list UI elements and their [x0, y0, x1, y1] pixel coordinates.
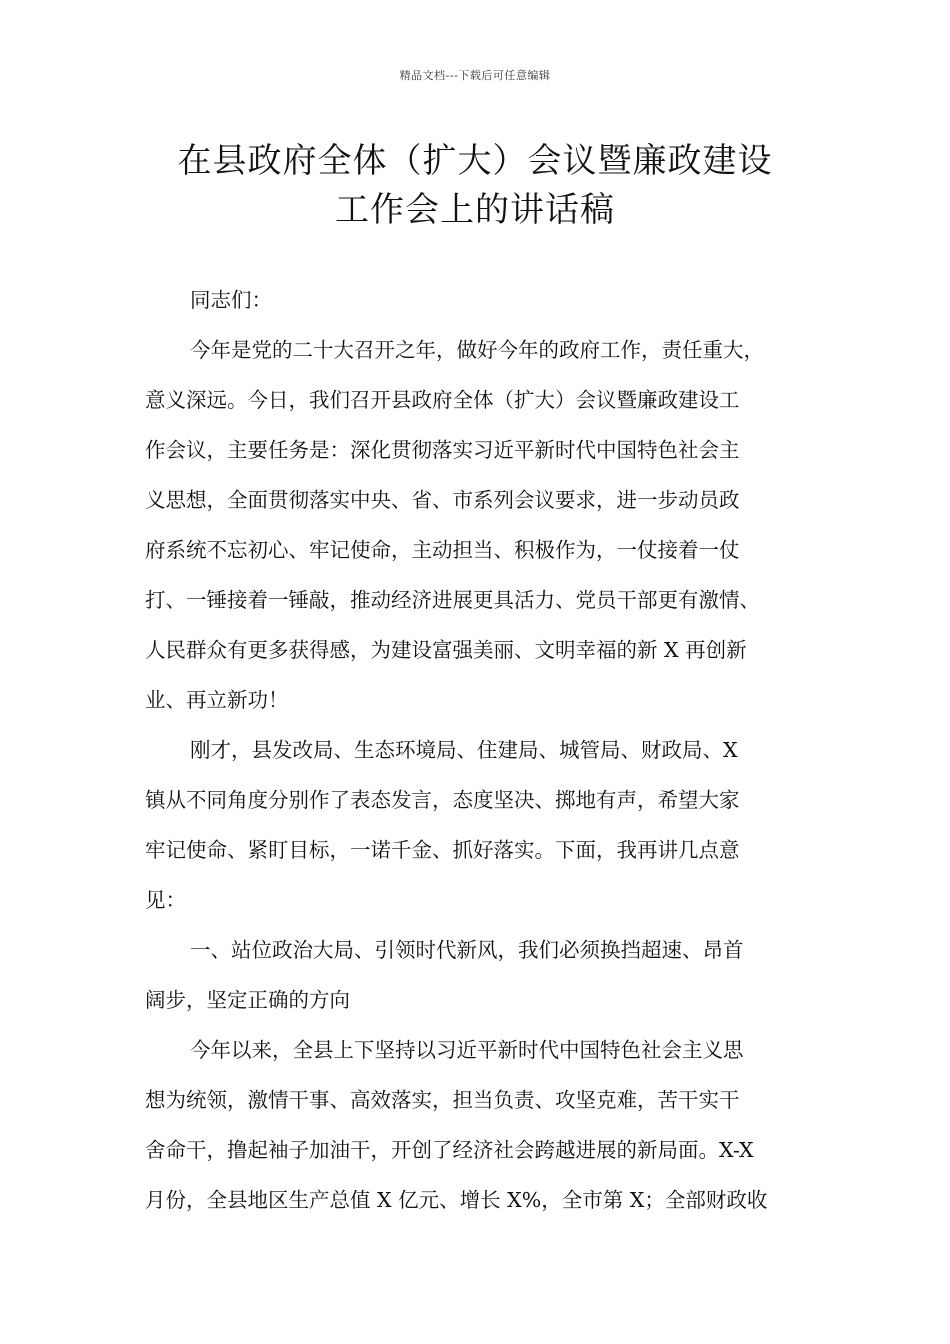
- document-title-line-1: 在县政府全体（扩大）会议暨廉政建设: [177, 141, 773, 181]
- body-line: 义思想，全面贯彻落实中央、省、市系列会议要求，进一步动员政: [145, 488, 740, 512]
- section-heading-line: 阔步，坚定正确的方向: [145, 988, 350, 1012]
- section-heading-line: 一、站位政治大局、引领时代新风，我们必须换挡超速、昂首: [190, 938, 744, 962]
- body-line: 作会议，主要任务是：深化贯彻落实习近平新时代中国特色社会主: [145, 438, 740, 462]
- body-line: 今年以来，全县上下坚持以习近平新时代中国特色社会主义思: [190, 1038, 744, 1062]
- body-line: 业、再立新功！: [145, 688, 289, 712]
- body-line: 见：: [145, 888, 186, 912]
- body-line: 牢记使命、紧盯目标，一诺千金、抓好落实。下面，我再讲几点意: [145, 838, 740, 862]
- body-line: 镇从不同角度分别作了表态发言，态度坚决、掷地有声，希望大家: [145, 788, 740, 812]
- document-title-line-2: 工作会上的讲话稿: [335, 190, 615, 230]
- body-line: 月份，全县地区生产总值 X 亿元、增长 X%，全市第 X；全部财政收: [145, 1188, 768, 1212]
- header-note: 精品文档---下载后可任意编辑: [399, 69, 551, 82]
- body-line: 府系统不忘初心、牢记使命，主动担当、积极作为，一仗接着一仗: [145, 538, 740, 562]
- body-line: 想为统领，激情干事、高效落实，担当负责、攻坚克难，苦干实干: [145, 1088, 740, 1112]
- body-line: 人民群众有更多获得感，为建设富强美丽、文明幸福的新 X 再创新: [145, 638, 747, 662]
- body-line: 舍命干，撸起袖子加油干，开创了经济社会跨越进展的新局面。X-X: [145, 1138, 754, 1162]
- body-line: 刚才，县发改局、生态环境局、住建局、城管局、财政局、X: [190, 738, 738, 762]
- body-line: 今年是党的二十大召开之年，做好今年的政府工作，责任重大，: [190, 338, 764, 362]
- body-line: 意义深远。今日，我们召开县政府全体（扩大）会议暨廉政建设工: [145, 388, 740, 412]
- salutation: 同志们：: [190, 288, 272, 312]
- body-line: 打、一锤接着一锤敲，推动经济进展更具活力、党员干部更有激情、: [145, 588, 760, 612]
